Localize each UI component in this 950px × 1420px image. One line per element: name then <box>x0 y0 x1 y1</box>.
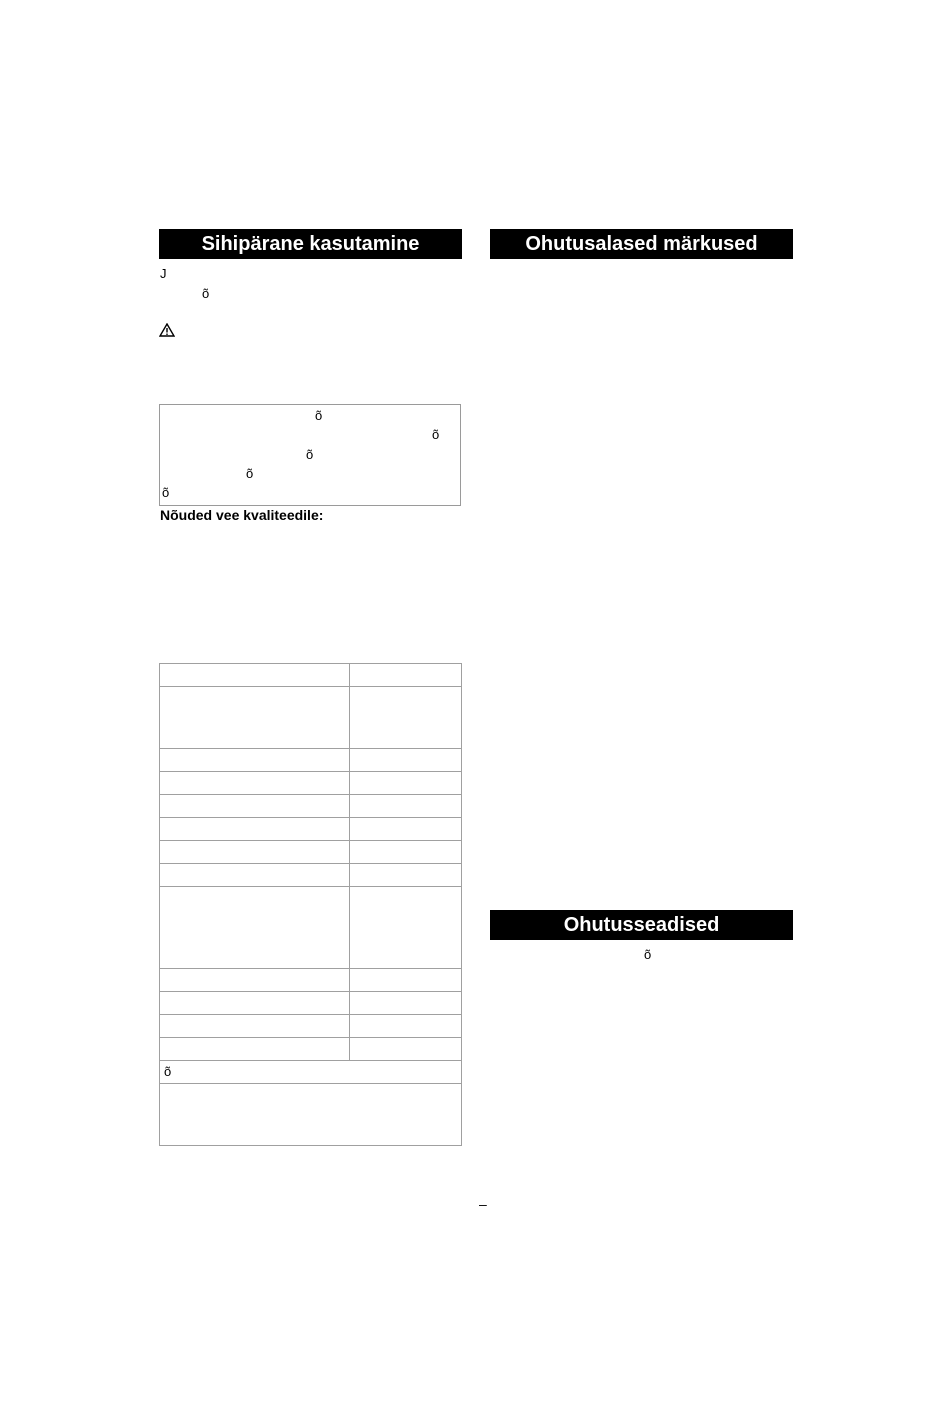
table-row <box>160 887 462 969</box>
table-cell <box>160 818 350 841</box>
table-row <box>160 864 462 887</box>
table-cell <box>350 664 462 687</box>
table-row <box>160 749 462 772</box>
table-row <box>160 795 462 818</box>
section-title-safety-notes: Ohutusalased märkused <box>490 229 793 259</box>
warning-triangle-icon <box>159 323 175 337</box>
table-row <box>160 664 462 687</box>
note-line: õ <box>315 408 323 423</box>
table-cell <box>350 772 462 795</box>
table-row <box>160 969 462 992</box>
note-line: õ <box>306 447 314 462</box>
table-row <box>160 687 462 749</box>
table-row <box>160 992 462 1015</box>
table-cell <box>350 969 462 992</box>
table-cell <box>350 864 462 887</box>
text-fragment: J <box>160 266 167 281</box>
table-cell <box>160 772 350 795</box>
table-footer-cell: õ <box>160 1061 462 1084</box>
table-cell <box>160 664 350 687</box>
table-row <box>160 818 462 841</box>
table-footer-row <box>160 1061 462 1084</box>
table-cell <box>160 992 350 1015</box>
table-cell <box>160 864 350 887</box>
note-box <box>159 404 461 506</box>
table-cell <box>350 795 462 818</box>
note-line: õ <box>432 427 440 442</box>
table-cell <box>350 818 462 841</box>
table-cell <box>160 887 350 969</box>
table-cell <box>160 687 350 749</box>
table-cell <box>350 841 462 864</box>
text-fragment: õ <box>202 286 210 301</box>
table-footer-row <box>160 1084 462 1146</box>
table-cell <box>350 749 462 772</box>
table-cell <box>160 749 350 772</box>
table-cell <box>160 969 350 992</box>
table-row <box>160 841 462 864</box>
table-cell <box>160 841 350 864</box>
water-quality-title: Nõuded vee kvaliteedile: <box>160 507 324 523</box>
table-row <box>160 1015 462 1038</box>
note-line: õ <box>246 466 254 481</box>
section-title-intended-use: Sihipärane kasutamine <box>159 229 462 259</box>
water-quality-table <box>159 663 462 1146</box>
table-cell <box>160 1015 350 1038</box>
section-title-safety-devices: Ohutusseadised <box>490 910 793 940</box>
table-cell <box>350 992 462 1015</box>
table-cell <box>350 1015 462 1038</box>
page-number: – <box>479 1196 487 1212</box>
table-footer-cell <box>160 1084 462 1146</box>
table-row <box>160 772 462 795</box>
text-fragment: õ <box>644 947 652 962</box>
table-cell <box>160 1038 350 1061</box>
table-cell <box>350 1038 462 1061</box>
table-row <box>160 1038 462 1061</box>
table-cell <box>350 887 462 969</box>
table-cell <box>350 687 462 749</box>
table-cell <box>160 795 350 818</box>
note-line: õ <box>162 485 170 500</box>
